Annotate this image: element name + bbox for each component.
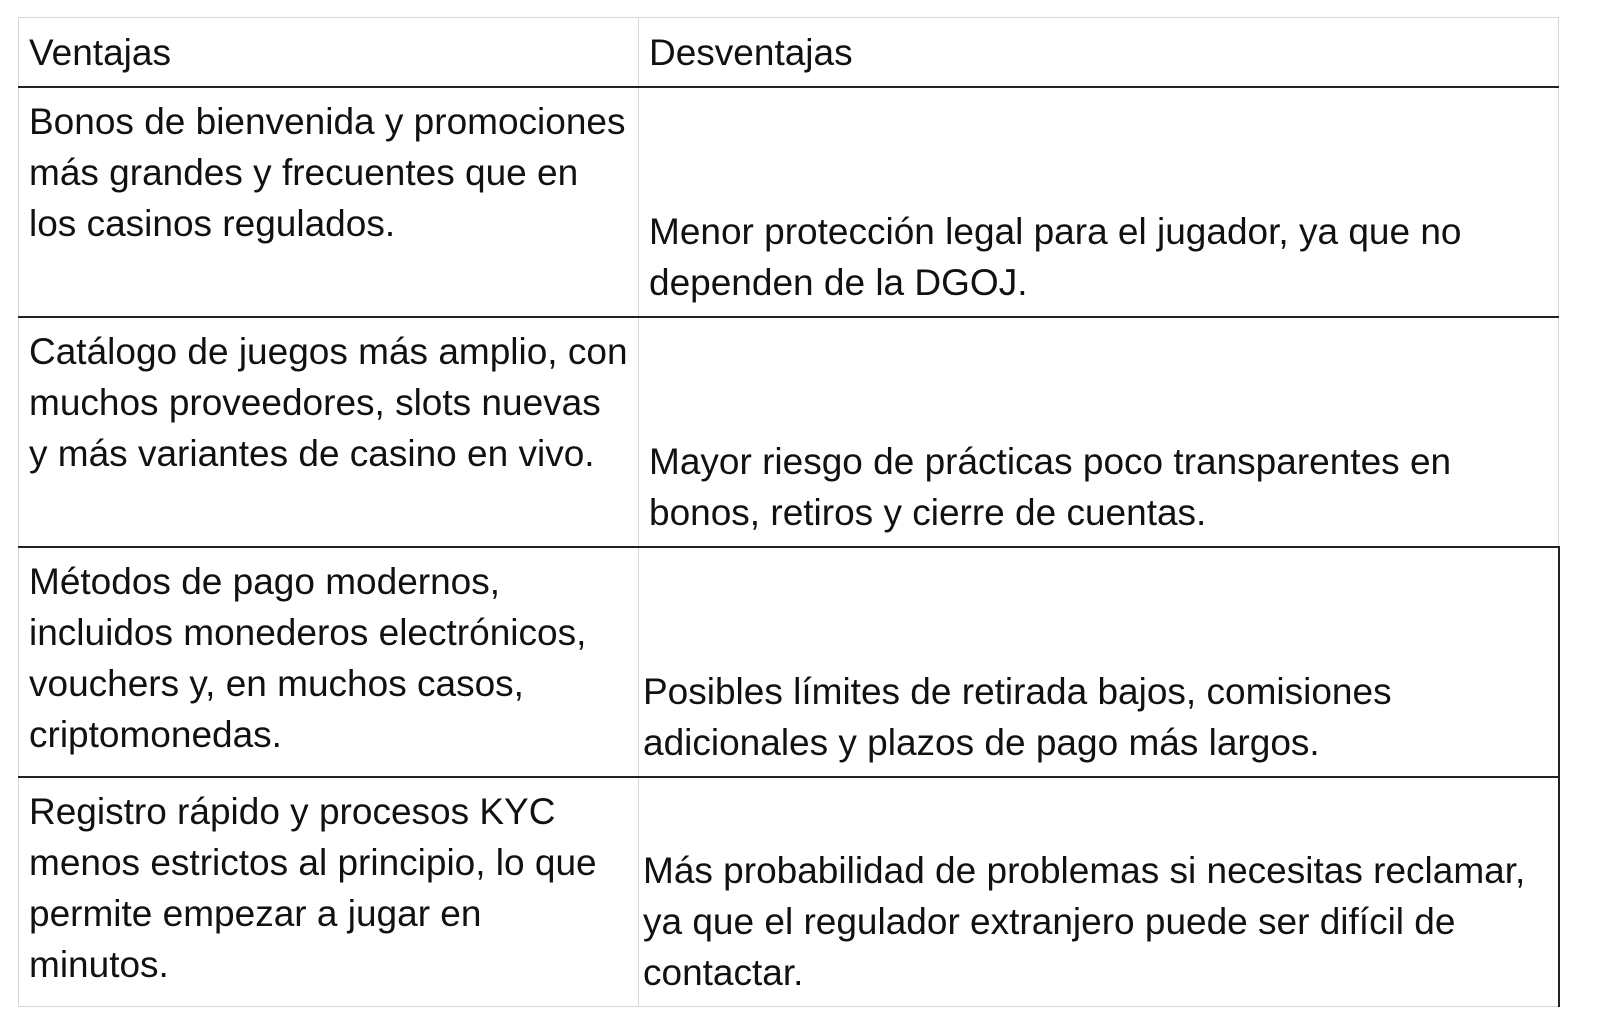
table-row [19, 777, 1559, 1007]
header-row [19, 18, 1559, 88]
disadvantage-cell: Posibles límites de retirada bajos, comisiones adicionales y plazos de pago más largos. [639, 547, 1559, 777]
disadvantage-cell: Menor protección legal para el jugador, ya que no dependen de la DGOJ. [639, 87, 1559, 317]
table-row [19, 547, 1559, 777]
pros-cons-table [18, 17, 1560, 1007]
advantage-cell: Métodos de pago modernos, incluidos monederos electrónicos, vouchers y, en muchos casos, criptomonedas. [19, 547, 639, 777]
disadvantage-cell: Mayor riesgo de prácticas poco transparentes en bonos, retiros y cierre de cuentas. [639, 317, 1559, 547]
header-advantages: Ventajas [19, 18, 639, 88]
table-body [19, 87, 1559, 1007]
table-header [19, 18, 1559, 88]
advantage-cell: Registro rápido y procesos KYC menos estrictos al principio, lo que permite empezar a jugar en minutos. [19, 777, 639, 1007]
advantage-cell: Catálogo de juegos más amplio, con muchos proveedores, slots nuevas y más variantes de casino en vivo. [19, 317, 639, 547]
advantage-cell: Bonos de bienvenida y promociones más grandes y frecuentes que en los casinos regulados. [19, 87, 639, 317]
header-disadvantages: Desventajas [639, 18, 1559, 88]
table-row [19, 317, 1559, 547]
table-row [19, 87, 1559, 317]
disadvantage-cell: Más probabilidad de problemas si necesitas reclamar, ya que el regulador extranjero puede ser difícil de contactar. [639, 777, 1559, 1007]
